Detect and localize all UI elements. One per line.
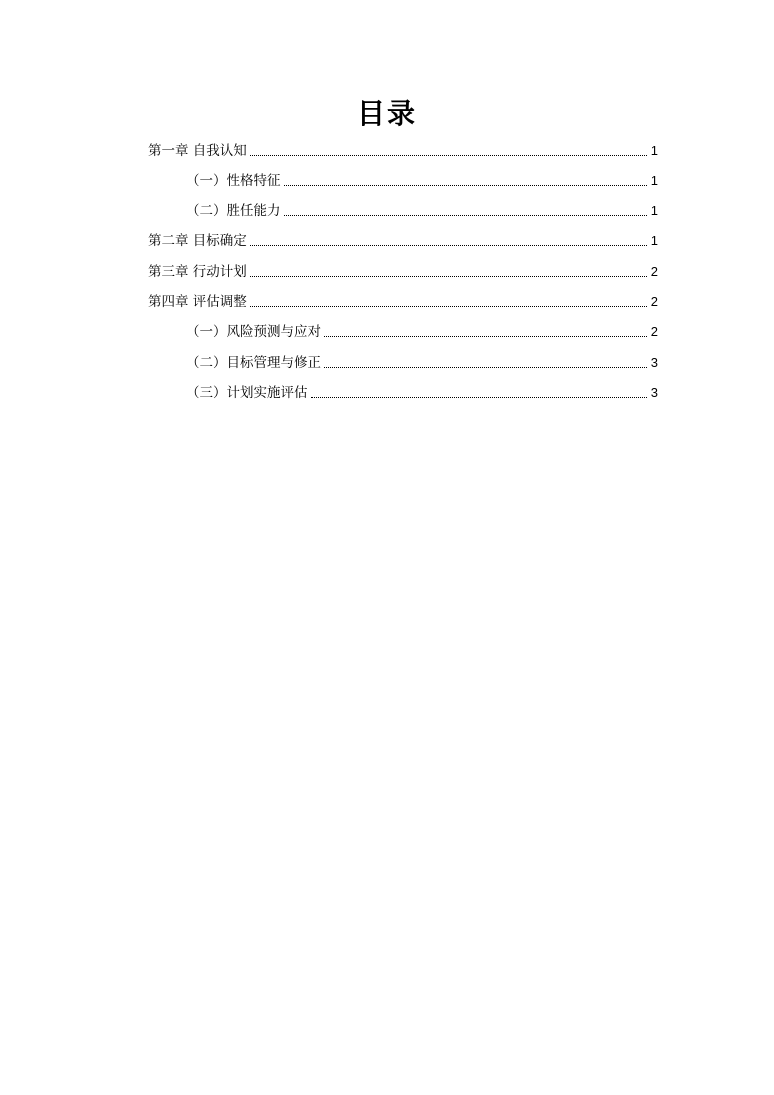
toc-page-number: 1 xyxy=(650,173,658,188)
toc-leader-dots xyxy=(311,397,648,398)
toc-title: 目录 xyxy=(356,97,417,130)
toc-page-number: 1 xyxy=(650,233,658,248)
toc-page-number: 2 xyxy=(650,294,658,309)
toc-entry-section-4-2[interactable] xyxy=(186,352,658,372)
toc-leader-dots xyxy=(324,336,647,337)
toc-entry-section-1-1[interactable] xyxy=(186,170,658,190)
toc-page-number: 1 xyxy=(650,203,658,218)
toc-entry-label: （一）性格特征 xyxy=(186,173,281,189)
toc-page-number: 1 xyxy=(650,143,658,158)
toc-leader-dots xyxy=(284,215,648,216)
toc-leader-dots xyxy=(324,367,647,368)
toc-entry-section-4-1[interactable] xyxy=(186,321,658,341)
toc-leader-dots xyxy=(250,155,647,156)
toc-page-number: 2 xyxy=(650,264,658,279)
toc-entry-chapter-1[interactable] xyxy=(148,140,658,160)
toc-entry-label: （二）目标管理与修正 xyxy=(186,355,321,371)
toc-page-number: 3 xyxy=(650,355,658,370)
toc-entry-label: （一）风险预测与应对 xyxy=(186,324,321,340)
toc-leader-dots xyxy=(284,185,648,186)
toc-entry-chapter-2[interactable] xyxy=(148,230,658,250)
toc-page-number: 2 xyxy=(650,324,658,339)
toc-entry-section-4-3[interactable] xyxy=(186,382,658,402)
toc-entry-label: 第一章 自我认知 xyxy=(148,143,247,159)
toc-leader-dots xyxy=(250,245,647,246)
toc-page-number: 3 xyxy=(650,385,658,400)
toc-entry-label: （二）胜任能力 xyxy=(186,203,281,219)
toc-entry-section-1-2[interactable] xyxy=(186,200,658,220)
toc-entry-label: 第二章 目标确定 xyxy=(148,233,247,249)
toc-entry-chapter-3[interactable] xyxy=(148,261,658,281)
toc-entry-chapter-4[interactable] xyxy=(148,291,658,311)
toc-entry-label: （三）计划实施评估 xyxy=(186,385,308,401)
toc-leader-dots xyxy=(250,306,647,307)
toc-leader-dots xyxy=(250,276,647,277)
toc-entry-label: 第三章 行动计划 xyxy=(148,264,247,280)
toc-entry-label: 第四章 评估调整 xyxy=(148,294,247,310)
